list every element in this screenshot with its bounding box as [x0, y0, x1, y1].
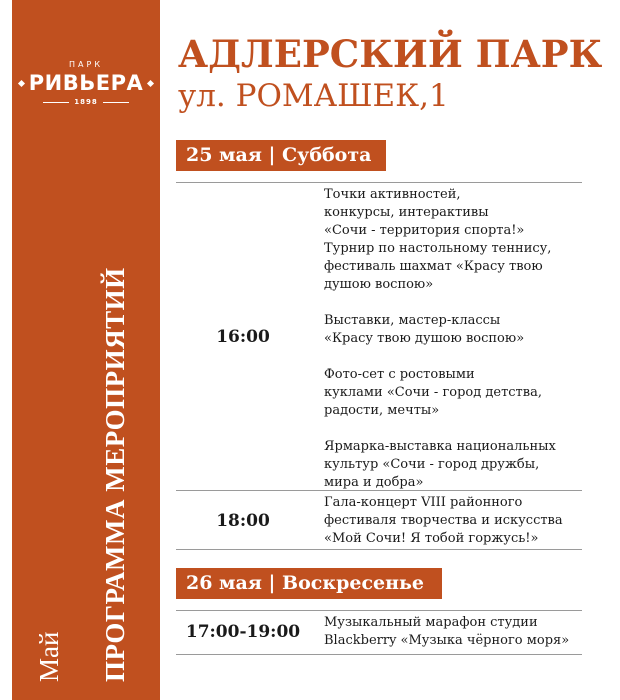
- table-rule: [176, 610, 582, 611]
- event-line: фестиваля творчества и искусства: [324, 513, 563, 528]
- event-line: радости, мечты»: [324, 403, 440, 418]
- event-line: Фото-сет с ростовыми: [324, 367, 475, 382]
- logo-brand-row: [12, 71, 160, 95]
- table-rule: [176, 490, 582, 491]
- logo-brand: РИВЬЕРА: [28, 71, 144, 95]
- event-line: «Красу твою душою воспою»: [324, 331, 525, 346]
- sidebar-band: [12, 0, 160, 700]
- logo-divider: [43, 102, 69, 103]
- event-line: фестиваль шахмат «Красу твою: [324, 259, 543, 274]
- event-line: «Мой Сочи! Я тобой горжусь!»: [324, 531, 539, 546]
- table-rule: [176, 182, 582, 183]
- table-rule: [176, 654, 582, 655]
- page-title: АДЛЕРСКИЙ ПАРК: [178, 32, 603, 76]
- program-vertical-title: ПРОГРАММА МЕРОПРИЯТИЙ: [100, 267, 130, 682]
- event-line: Выставки, мастер-классы: [324, 313, 501, 328]
- event-description: [324, 186, 584, 492]
- event-line: Ярмарка-выставка национальных: [324, 439, 556, 454]
- day-header-saturday: 25 мая | Суббота: [176, 140, 386, 171]
- event-line: куклами «Сочи - город детства,: [324, 385, 542, 400]
- event-description: [324, 494, 584, 548]
- diamond-icon: [147, 79, 154, 86]
- table-rule: [176, 549, 582, 550]
- diamond-icon: [18, 79, 25, 86]
- event-time: 17:00-19:00: [185, 622, 301, 642]
- page-address: ул. РОМАШЕК,1: [178, 78, 449, 114]
- event-line: конкурсы, интерактивы: [324, 205, 489, 220]
- event-line: Музыкальный марафон студии: [324, 615, 538, 630]
- logo-year-row: [12, 98, 160, 106]
- event-line: Точки активностей,: [324, 187, 461, 202]
- event-line: мира и добра»: [324, 475, 424, 490]
- day-header-sunday: 26 мая | Воскресенье: [176, 568, 442, 599]
- event-line: Гала-концерт VIII районного: [324, 495, 523, 510]
- event-description: [324, 614, 584, 650]
- event-line: культур «Сочи - город дружбы,: [324, 457, 540, 472]
- logo-park-label: ПАРК: [69, 60, 103, 69]
- event-time: 16:00: [216, 327, 270, 347]
- event-line: Турнир по настольному теннису,: [324, 241, 552, 256]
- event-line: душою воспою»: [324, 277, 434, 292]
- event-line: Blackberry «Музыка чёрного моря»: [324, 633, 570, 648]
- month-vertical-label: Май: [34, 631, 64, 682]
- logo-year: 1898: [74, 98, 98, 106]
- logo-divider: [103, 102, 129, 103]
- event-time: 18:00: [216, 511, 270, 531]
- riviera-logo: [12, 60, 160, 106]
- event-line: «Сочи - территория спорта!»: [324, 223, 525, 238]
